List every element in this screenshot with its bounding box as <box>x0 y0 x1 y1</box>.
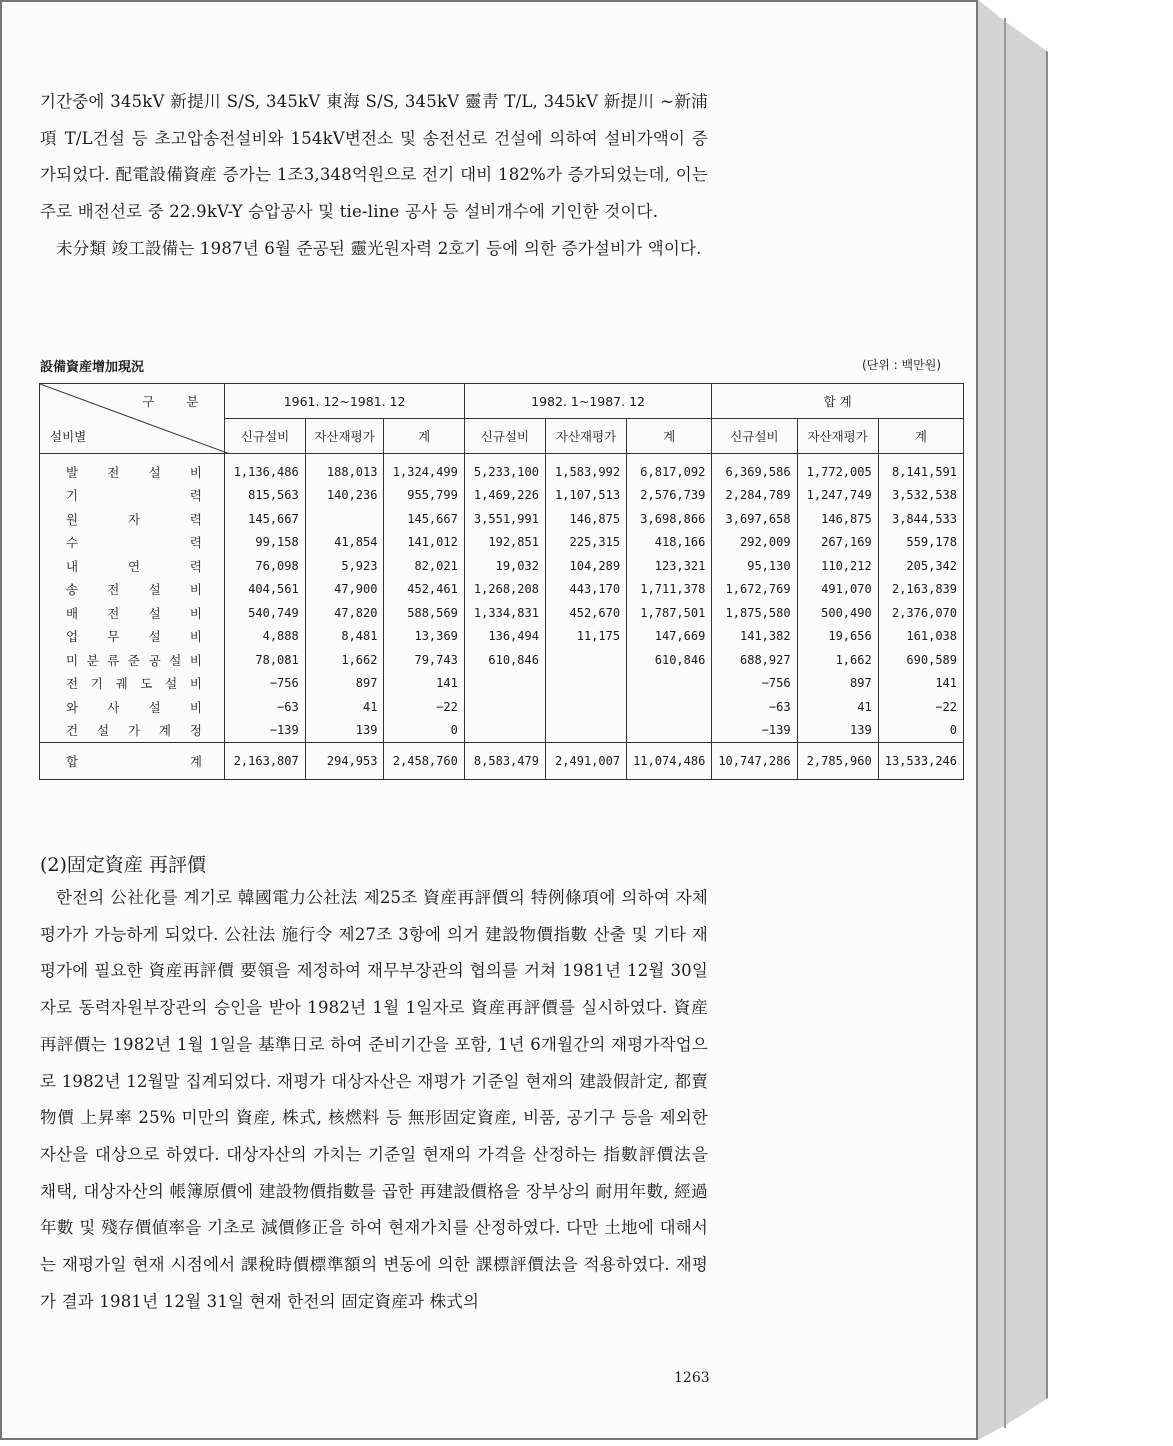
table-row <box>40 454 964 484</box>
label-char: 력 <box>189 511 202 527</box>
table-row <box>40 719 964 743</box>
label-char: 비 <box>189 699 202 715</box>
page-number: 1263 <box>674 1370 710 1386</box>
table-cell <box>627 672 712 696</box>
label-char: 도 <box>140 676 153 692</box>
total-label-text <box>46 752 202 770</box>
table-cell: 78,081 <box>225 648 305 672</box>
table-cell: 3,551,991 <box>464 507 545 531</box>
table-cell: −63 <box>712 695 797 719</box>
label-char: 설 <box>169 652 182 668</box>
table-cell: 19,032 <box>464 554 545 578</box>
table-cell: 188,013 <box>305 454 384 484</box>
subcol-sum: 계 <box>627 419 712 454</box>
table-cell: 95,130 <box>712 554 797 578</box>
table-cell: 443,170 <box>545 578 626 602</box>
label-char: 업 <box>66 629 79 645</box>
corner-bottom-label: 설비별 <box>50 429 87 444</box>
table-cell <box>545 672 626 696</box>
table-cell: 19,656 <box>797 625 878 649</box>
label-char: 전 <box>107 605 120 621</box>
table-cell: 146,875 <box>545 507 626 531</box>
row-label <box>40 672 225 696</box>
table-cell: 1,787,501 <box>627 601 712 625</box>
table-cell: 500,490 <box>797 601 878 625</box>
table-cell: 41 <box>305 695 384 719</box>
label-char: 기 <box>66 488 79 504</box>
table-cell: 267,169 <box>797 531 878 555</box>
table-row <box>40 648 964 672</box>
label-char: 내 <box>66 558 79 574</box>
table-cell: 2,163,839 <box>878 578 963 602</box>
label-char: 수 <box>66 535 79 551</box>
table-cell: 1,324,499 <box>384 454 464 484</box>
table-cell: −22 <box>384 695 464 719</box>
table-cell: 1,772,005 <box>797 454 878 484</box>
table-cell: 897 <box>797 672 878 696</box>
period-header-total: 합 계 <box>712 384 964 419</box>
label-char: 발 <box>66 464 79 480</box>
table-cell: 610,846 <box>627 648 712 672</box>
table-cell: 955,799 <box>384 484 464 508</box>
table-cell: 1,672,769 <box>712 578 797 602</box>
table-cell: 145,667 <box>384 507 464 531</box>
row-label-text <box>46 580 202 598</box>
table-row <box>40 625 964 649</box>
table-cell: 123,321 <box>627 554 712 578</box>
row-label <box>40 454 225 484</box>
table-cell <box>627 719 712 743</box>
table-cell <box>545 648 626 672</box>
table-cell: 452,670 <box>545 601 626 625</box>
table-cell: 1,268,208 <box>464 578 545 602</box>
table-corner-header <box>40 384 225 454</box>
table-cell: 8,141,591 <box>878 454 963 484</box>
label-char: 력 <box>189 535 202 551</box>
label-char: 비 <box>189 605 202 621</box>
label-char: 공 <box>148 652 161 668</box>
label-char: 설 <box>148 699 161 715</box>
table-cell: 5,233,100 <box>464 454 545 484</box>
row-label-text <box>46 651 202 669</box>
label-char: 설 <box>148 605 161 621</box>
label-char: 력 <box>189 488 202 504</box>
table-cell: 815,563 <box>225 484 305 508</box>
label-char: 설 <box>165 676 178 692</box>
table-cell: 140,236 <box>305 484 384 508</box>
table-cell: −756 <box>712 672 797 696</box>
label-char: 전 <box>107 464 120 480</box>
label-char: 비 <box>189 464 202 480</box>
table-cell: 47,900 <box>305 578 384 602</box>
table-cell: 10,747,286 <box>712 743 797 780</box>
table-cell: 404,561 <box>225 578 305 602</box>
label-char: 정 <box>189 723 202 739</box>
row-label-text <box>46 674 202 692</box>
label-char: 무 <box>107 629 120 645</box>
row-label <box>40 578 225 602</box>
label-char: 합 <box>66 754 79 769</box>
label-char: 비 <box>189 676 202 692</box>
table-cell: 3,532,538 <box>878 484 963 508</box>
label-char: 준 <box>127 652 140 668</box>
table-cell: 3,697,658 <box>712 507 797 531</box>
table-cell: 690,589 <box>878 648 963 672</box>
table-cell: 8,481 <box>305 625 384 649</box>
table-row <box>40 578 964 602</box>
table-body <box>40 454 964 743</box>
label-char: 원 <box>66 511 79 527</box>
table-cell: 2,284,789 <box>712 484 797 508</box>
label-char: 비 <box>189 582 202 598</box>
label-char: 계 <box>189 754 202 769</box>
table-cell: 1,711,378 <box>627 578 712 602</box>
paragraph-3: 한전의 公社化를 계기로 韓國電力公社法 제25조 資産再評價의 特例條項에 의하여 자체평가가 가능하게 되었다. 公社法 施行令 제27조 3항에 의거 建設物價指數 산출 및 기타 재평가에 필요한 資産再評價 要領을 제정하여 재무부장관의 협의를 거쳐 1981년 12월 30일자로 동력자원부장관의 승인을 받아 1982년 1월 1일자로 資産再評價를 실시하였다. 資産再評價는 1982년 1월 1일을 基準日로 하여 준비기간을 포함, 1년 6개월간의 재평가작업으로 1982년 12월말 집계되었다. 재평가 대상자산은 재평가 기준일 현재의 建設假計定, 都賣物價 上昇率 25% 미만의 資産, 株式, 核燃料 등 無形固定資産, 비품, 공기구 등을 제외한 자산을 대상으로 하였다. 대상자산의 가치는 기준일 현재의 가격을 산정하는 指數評價法을 채택, 대상자산의 帳簿原價에 建設物價指數를 곱한 再建設價格을 장부상의 耐用年數, 經過年數 및 殘存價値率을 기초로 減價修正을 하여 현재가치를 산정하였다. 다만 土地에 대해서는 재평가일 현재 시점에서 課稅時價標準額의 변동에 의한 課標評價法을 적용하였다. 재평가 결과 1981년 12월 31일 현재 한전의 固定資産과 株式의 <box>40 888 708 1311</box>
subcol-revaluation: 자산재평가 <box>545 419 626 454</box>
table-cell: 110,212 <box>797 554 878 578</box>
row-label <box>40 531 225 555</box>
table-cell: 47,820 <box>305 601 384 625</box>
label-char: 궤 <box>115 676 128 692</box>
row-label <box>40 719 225 743</box>
table-cell: 141,012 <box>384 531 464 555</box>
label-char: 사 <box>107 699 120 715</box>
period-header-2: 1982. 1~1987. 12 <box>464 384 712 419</box>
table-cell: 147,669 <box>627 625 712 649</box>
row-label-text <box>46 557 202 575</box>
table-cell: 11,074,486 <box>627 743 712 780</box>
table-cell: 1,662 <box>305 648 384 672</box>
table-total-row <box>40 743 964 780</box>
table-cell: 1,469,226 <box>464 484 545 508</box>
table-row <box>40 484 964 508</box>
table-cell: 897 <box>305 672 384 696</box>
subcol-new: 신규설비 <box>464 419 545 454</box>
row-label-text <box>46 486 202 504</box>
table-cell: 2,785,960 <box>797 743 878 780</box>
table-cell: 2,376,070 <box>878 601 963 625</box>
table-cell: 6,369,586 <box>712 454 797 484</box>
label-char: 기 <box>90 676 103 692</box>
table-cell <box>464 672 545 696</box>
label-char: 와 <box>66 699 79 715</box>
row-label <box>40 554 225 578</box>
row-label-text <box>46 627 202 645</box>
row-label <box>40 601 225 625</box>
table-cell: 0 <box>384 719 464 743</box>
paragraph-2: 未分類 竣工設備는 1987년 6월 준공된 靈光원자력 2호기 등에 의한 증가설비가 액이다. <box>56 238 702 258</box>
table-cell: 491,070 <box>797 578 878 602</box>
table-cell: 3,698,866 <box>627 507 712 531</box>
corner-top-label: 구 분 <box>142 394 213 409</box>
table-cell: 0 <box>878 719 963 743</box>
period-header-1: 1961. 12~1981. 12 <box>225 384 464 419</box>
row-label-text <box>46 698 202 716</box>
table-row <box>40 531 964 555</box>
row-label-text <box>46 510 202 528</box>
table-cell: 6,817,092 <box>627 454 712 484</box>
table-cell <box>464 719 545 743</box>
subcol-revaluation: 자산재평가 <box>305 419 384 454</box>
table-cell <box>305 507 384 531</box>
table-cell: −22 <box>878 695 963 719</box>
label-char: 분 <box>86 652 99 668</box>
table-cell: 292,009 <box>712 531 797 555</box>
label-char: 설 <box>96 723 110 739</box>
table-cell: 161,038 <box>878 625 963 649</box>
subcol-sum: 계 <box>878 419 963 454</box>
table-cell: −139 <box>225 719 305 743</box>
table-cell: 1,107,513 <box>545 484 626 508</box>
table-cell: 11,175 <box>545 625 626 649</box>
table-title: 設備資産增加現況 <box>40 360 145 375</box>
label-char: 설 <box>148 464 161 480</box>
table-cell: 141 <box>384 672 464 696</box>
label-char: 비 <box>189 629 202 645</box>
table-cell: 540,749 <box>225 601 305 625</box>
table-row <box>40 554 964 578</box>
table-cell: 79,743 <box>384 648 464 672</box>
table-cell: 3,844,533 <box>878 507 963 531</box>
table-cell: 1,136,486 <box>225 454 305 484</box>
label-char: 미 <box>66 652 79 668</box>
table-cell: 41,854 <box>305 531 384 555</box>
table-cell: 452,461 <box>384 578 464 602</box>
table-cell: 205,342 <box>878 554 963 578</box>
table-cell: 559,178 <box>878 531 963 555</box>
table-cell: 41 <box>797 695 878 719</box>
table-cell: 139 <box>305 719 384 743</box>
table-row <box>40 601 964 625</box>
table-cell <box>545 695 626 719</box>
table-cell: 1,583,992 <box>545 454 626 484</box>
table-cell <box>627 695 712 719</box>
row-label-text <box>46 604 202 622</box>
label-char: 전 <box>66 676 79 692</box>
table-cell: 1,875,580 <box>712 601 797 625</box>
table-cell: 8,583,479 <box>464 743 545 780</box>
table-cell: 13,533,246 <box>878 743 963 780</box>
book-page-edge-line <box>1004 18 1006 1428</box>
label-char: 배 <box>66 605 79 621</box>
asset-increase-table <box>39 383 964 780</box>
total-row-label <box>40 743 225 780</box>
table-cell: 99,158 <box>225 531 305 555</box>
table-cell: 418,166 <box>627 531 712 555</box>
row-label <box>40 625 225 649</box>
subcol-sum: 계 <box>384 419 464 454</box>
table-cell: 104,289 <box>545 554 626 578</box>
paragraph-block-top <box>40 84 708 268</box>
label-char: 력 <box>189 558 202 574</box>
table-row <box>40 695 964 719</box>
subcol-new: 신규설비 <box>225 419 305 454</box>
table-cell: −139 <box>712 719 797 743</box>
label-char: 비 <box>189 652 202 668</box>
subcol-new: 신규설비 <box>712 419 797 454</box>
table-cell: 688,927 <box>712 648 797 672</box>
table-cell: 145,667 <box>225 507 305 531</box>
table-cell: 610,846 <box>464 648 545 672</box>
label-char: 송 <box>66 582 79 598</box>
table-row <box>40 507 964 531</box>
paragraph-1: 기간중에 345kV 新提川 S/S, 345kV 東海 S/S, 345kV 靈靑 T/L, 345kV 新提川 ~新浦項 T/L건설 등 초고압송전설비와 154kV변전소 및 송전선로 건설에 의하여 설비가액이 증가되었다. 配電設備資産 증가는 1조3,348억원으로 전기 대비 182%가 증가되었는데, 이는 주로 배전선로 중 22.9kV-Y 승압공사 및 tie-line 공사 등 설비개수에 기인한 것이다. <box>40 92 708 222</box>
label-char: 계 <box>158 723 171 739</box>
label-char: 류 <box>107 652 120 668</box>
table-cell: 4,888 <box>225 625 305 649</box>
label-char: 전 <box>107 582 120 598</box>
table-unit: (단위 : 백만원) <box>862 358 941 372</box>
table-cell: 225,315 <box>545 531 626 555</box>
row-label-text <box>46 463 202 481</box>
label-char: 설 <box>148 629 161 645</box>
book-page-edge <box>978 0 1048 1440</box>
table-cell: 141,382 <box>712 625 797 649</box>
row-label-text <box>46 533 202 551</box>
section-heading: (2)固定資産 再評價 <box>40 854 206 876</box>
label-char: 연 <box>127 558 141 574</box>
row-label-text <box>46 721 202 739</box>
table-row <box>40 672 964 696</box>
table-cell: 1,662 <box>797 648 878 672</box>
table-cell: 146,875 <box>797 507 878 531</box>
table-cell: 76,098 <box>225 554 305 578</box>
table-cell: 2,576,739 <box>627 484 712 508</box>
table-cell: 141 <box>878 672 963 696</box>
row-label <box>40 507 225 531</box>
table-cell <box>464 695 545 719</box>
table-cell: 2,163,807 <box>225 743 305 780</box>
table-cell: 1,334,831 <box>464 601 545 625</box>
subcol-revaluation: 자산재평가 <box>797 419 878 454</box>
table-cell: 5,923 <box>305 554 384 578</box>
label-char: 자 <box>127 511 141 527</box>
table-cell: 588,569 <box>384 601 464 625</box>
table-cell: 82,021 <box>384 554 464 578</box>
table-cell: 136,494 <box>464 625 545 649</box>
table-cell: 294,953 <box>305 743 384 780</box>
table-cell: 1,247,749 <box>797 484 878 508</box>
table-cell: 2,491,007 <box>545 743 626 780</box>
table-cell: −756 <box>225 672 305 696</box>
table-cell: 13,369 <box>384 625 464 649</box>
table-cell: −63 <box>225 695 305 719</box>
label-char: 설 <box>148 582 161 598</box>
table-cell: 192,851 <box>464 531 545 555</box>
table-cell <box>545 719 626 743</box>
paragraph-block-bottom <box>40 880 708 1320</box>
table-cell: 2,458,760 <box>384 743 464 780</box>
table-cell: 139 <box>797 719 878 743</box>
row-label <box>40 648 225 672</box>
row-label <box>40 484 225 508</box>
label-char: 건 <box>66 723 79 739</box>
row-label <box>40 695 225 719</box>
label-char: 가 <box>127 723 141 739</box>
